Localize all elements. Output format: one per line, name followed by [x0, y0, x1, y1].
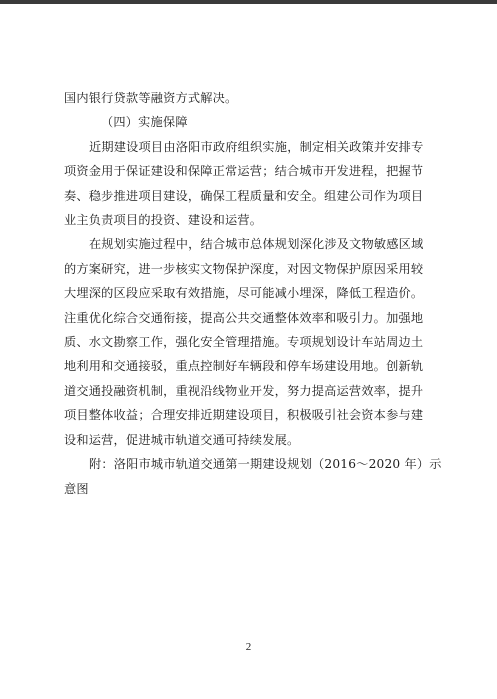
text-line: 意图 — [64, 481, 89, 496]
text-line: 道交通投融资机制，重视沿线物业开发，努力提高运营效率，提升 — [64, 383, 424, 398]
text-line: 设和运营，促进城市轨道交通可持续发展。 — [64, 432, 300, 447]
section-heading-text: （四）实施保障 — [101, 115, 188, 130]
text-line: 注重优化综合交通衔接，提高公共交通整体效率和吸引力。加强地 — [64, 310, 424, 325]
text-line: 国内银行贷款等融资方式解决。 — [64, 91, 238, 105]
text-line: 业主负责项目的投资、建设和运营。 — [64, 213, 263, 228]
section-heading — [64, 110, 434, 134]
text-line: 地利用和交通接驳，重点控制好车辆段和停车场建设用地。创新轨 — [64, 359, 424, 374]
paragraph-implementation — [64, 135, 434, 233]
page-number: 2 — [245, 641, 252, 653]
text-line: 的方案研究，进一步核实文物保护深度，对因文物保护原因采用较 — [64, 261, 424, 276]
top-border — [0, 0, 497, 4]
document-body — [64, 86, 442, 501]
text-line: 项资金用于保证建设和保障正常运营；结合城市开发进程，把握节 — [64, 164, 424, 179]
text-line: 近期建设项目由洛阳市政府组织实施，制定相关政策并安排专 — [89, 139, 424, 154]
text-line: 大埋深的区段应采取有效措施，尽可能减小埋深，降低工程造价。 — [64, 286, 424, 301]
text-line: 质、水文勘察工作，强化安全管理措施。专项规划设计车站周边土 — [64, 335, 424, 350]
text-line: 附：洛阳市城市轨道交通第一期建设规划（2016～2020 年）示 — [89, 457, 442, 472]
text-line: 奏、稳步推进项目建设，确保工程质量和安全。组建公司作为项目 — [64, 188, 424, 203]
text-line: 项目整体收益；合理安排近期建设项目，积极吸引社会资本参与建 — [64, 408, 424, 423]
text-line: 在规划实施过程中，结合城市总体规划深化涉及文物敏感区域 — [89, 237, 424, 252]
paragraph-attachment-note — [64, 452, 442, 501]
paragraph-planning-process — [64, 232, 434, 452]
paragraph-funding-end — [64, 86, 434, 110]
